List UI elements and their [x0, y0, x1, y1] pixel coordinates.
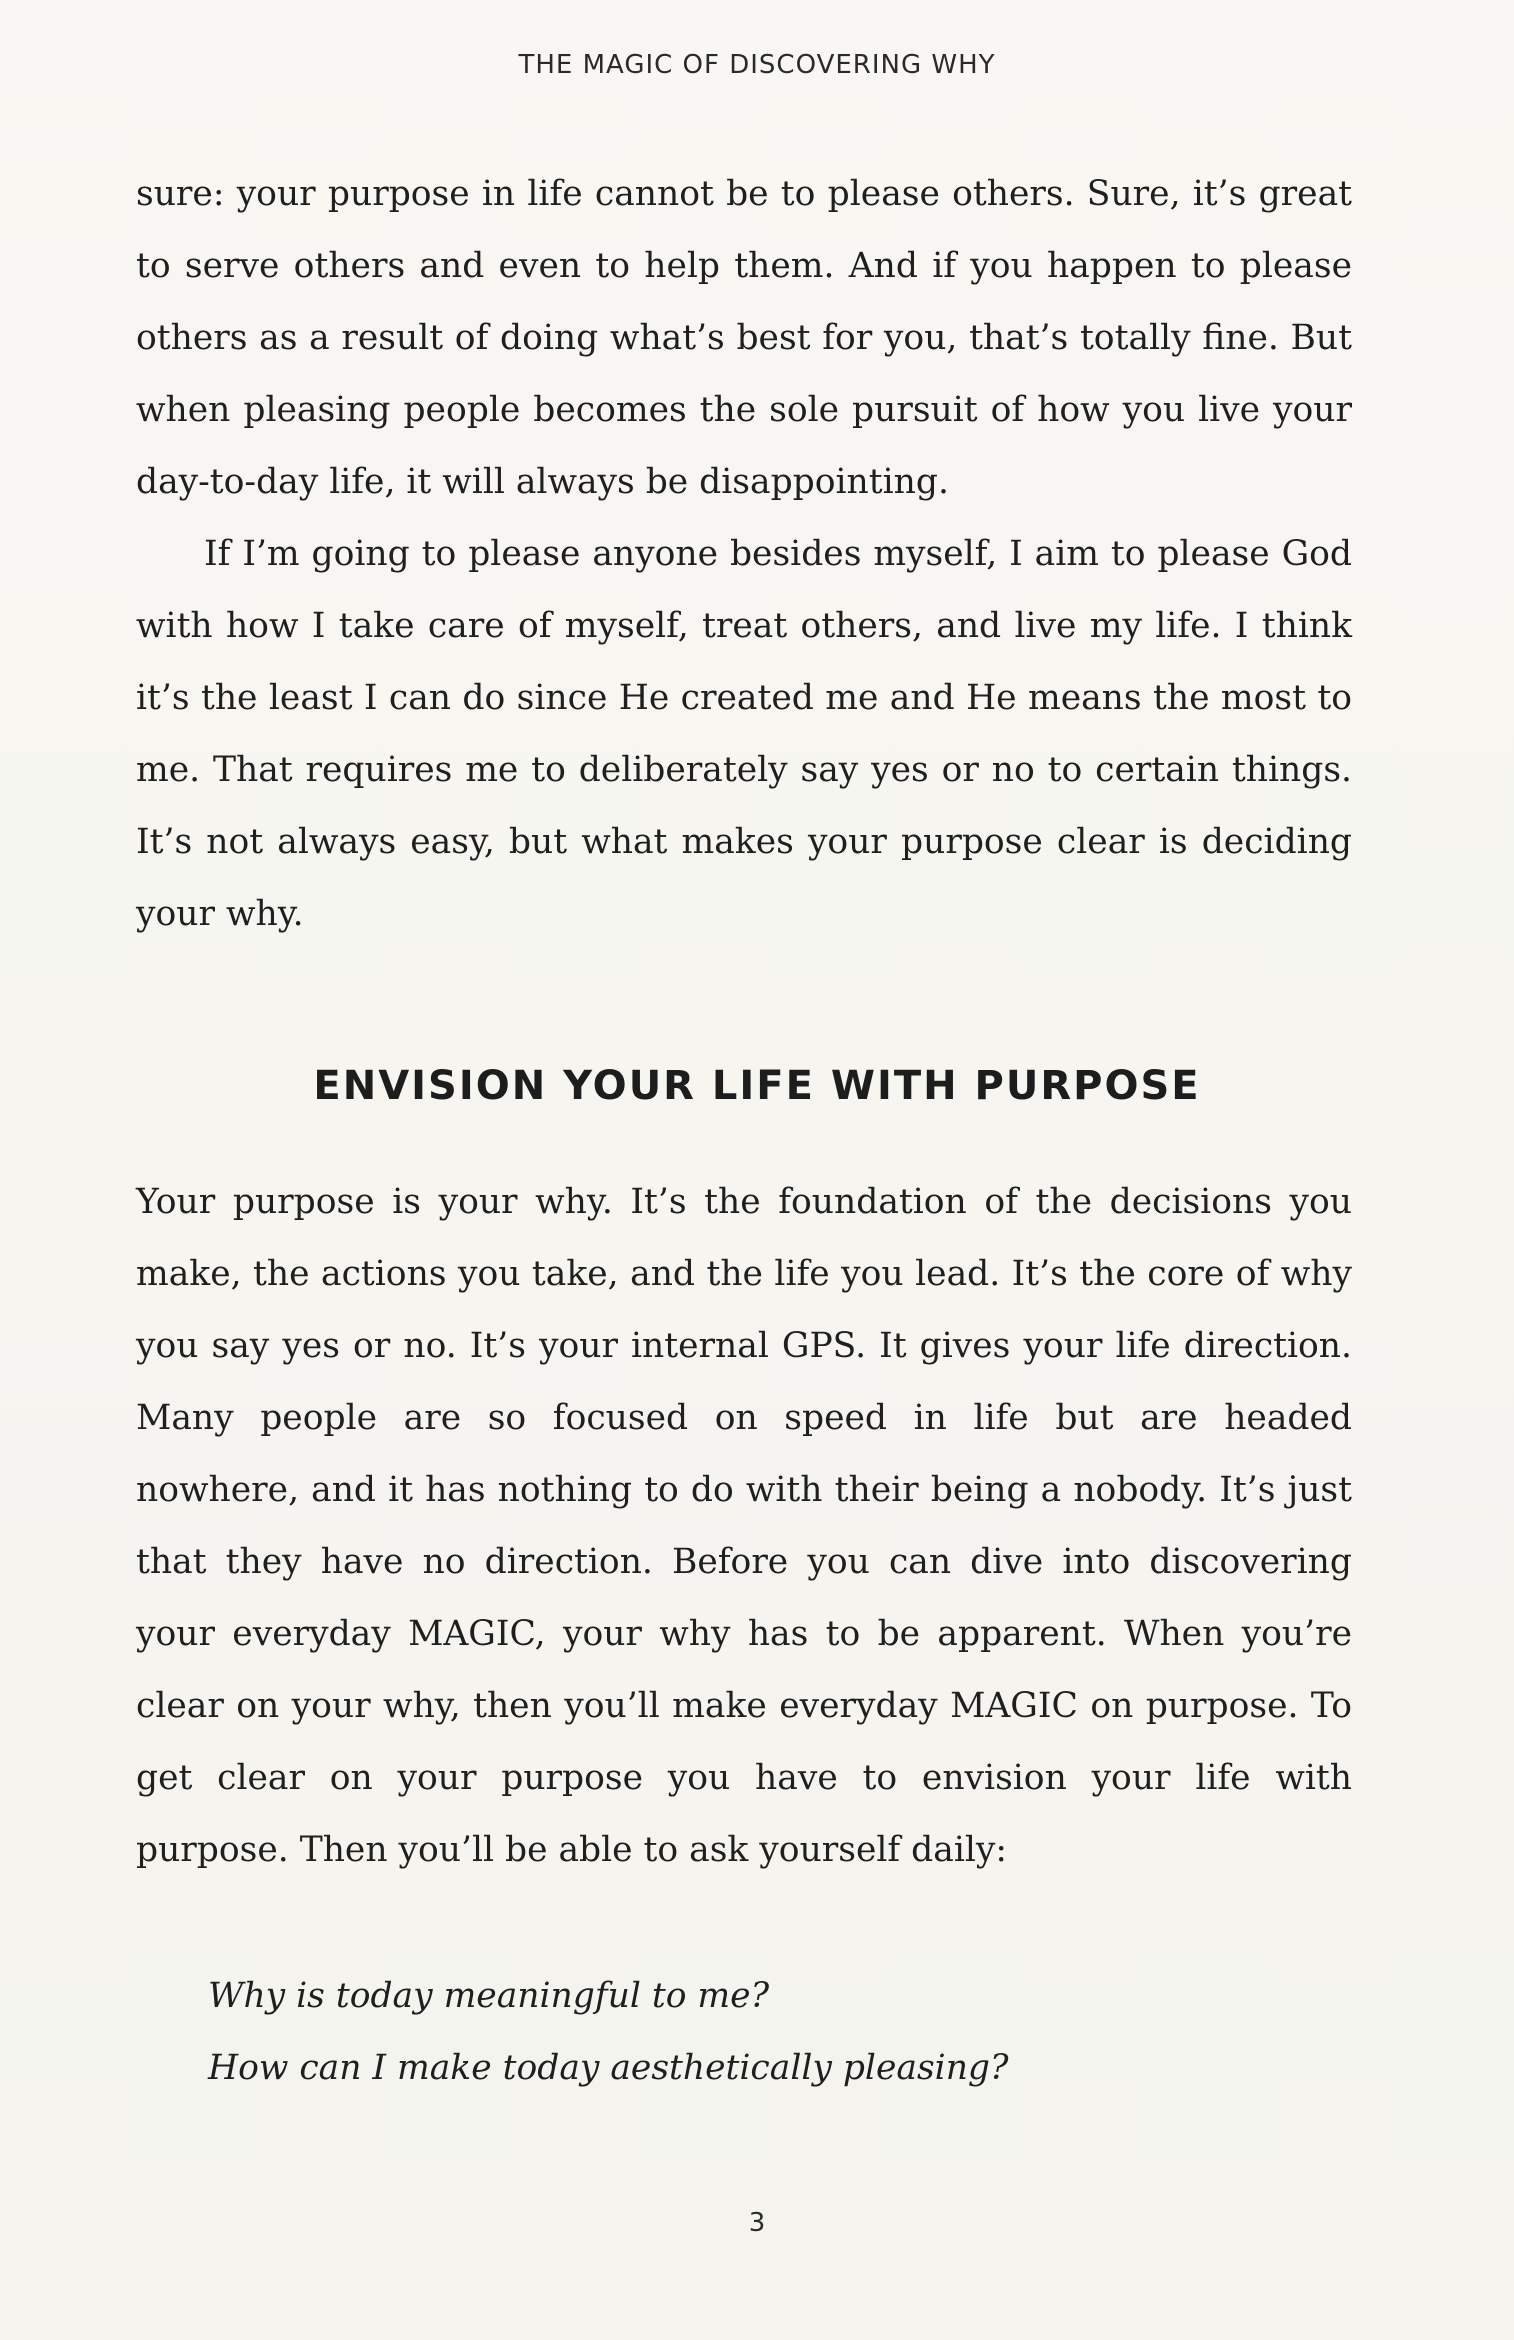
paragraph-block: [136, 518, 1352, 950]
question-list: [208, 1960, 1308, 2104]
section-body: [136, 1166, 1352, 1886]
paragraph-2: If I’m going to please anyone besides myself, I aim to please God with how I take care of myself, treat others, and live my life. I think it’s the least I can do since He created me and He means the most to me. That requires me to deliberately say yes or no to certain things. It’s not always easy, but what makes your purpose clear is deciding your why.: [136, 534, 1352, 934]
page-number: 3: [748, 2208, 766, 2238]
paragraph-continued: [136, 158, 1352, 518]
section-heading: ENVISION YOUR LIFE WITH PURPOSE: [313, 1063, 1201, 1109]
section-paragraph: Your purpose is your why. It’s the foundation of the decisions you make, the actions you take, and the life you lead. It’s the core of why you say yes or no. It’s your internal GPS. It gives your life direction. Many people are so focused on speed in life but are headed nowhere, and it has nothing to do with their being a nobody. It’s just that they have no direction. Before you can dive into discovering your everyday MAGIC, your why has to be apparent. When you’re clear on your why, then you’ll make everyday MAGIC on purpose. To get clear on your purpose you have to envision your life with purpose. Then you’ll be able to ask yourself daily:: [136, 1182, 1352, 1870]
paragraph-1: sure: your purpose in life cannot be to please others. Sure, it’s great to serve others and even to help them. And if you happen to please others as a result of doing what’s best for you, that’s totally fine. But when pleasing people becomes the sole pursuit of how you live your day-to-day life, it will always be disappointing.: [136, 174, 1352, 502]
question-2: How can I make today aesthetically pleasing?: [208, 2048, 1009, 2088]
question-1: Why is today meaningful to me?: [208, 1976, 770, 2016]
running-head: THE MAGIC OF DISCOVERING WHY: [518, 50, 996, 80]
